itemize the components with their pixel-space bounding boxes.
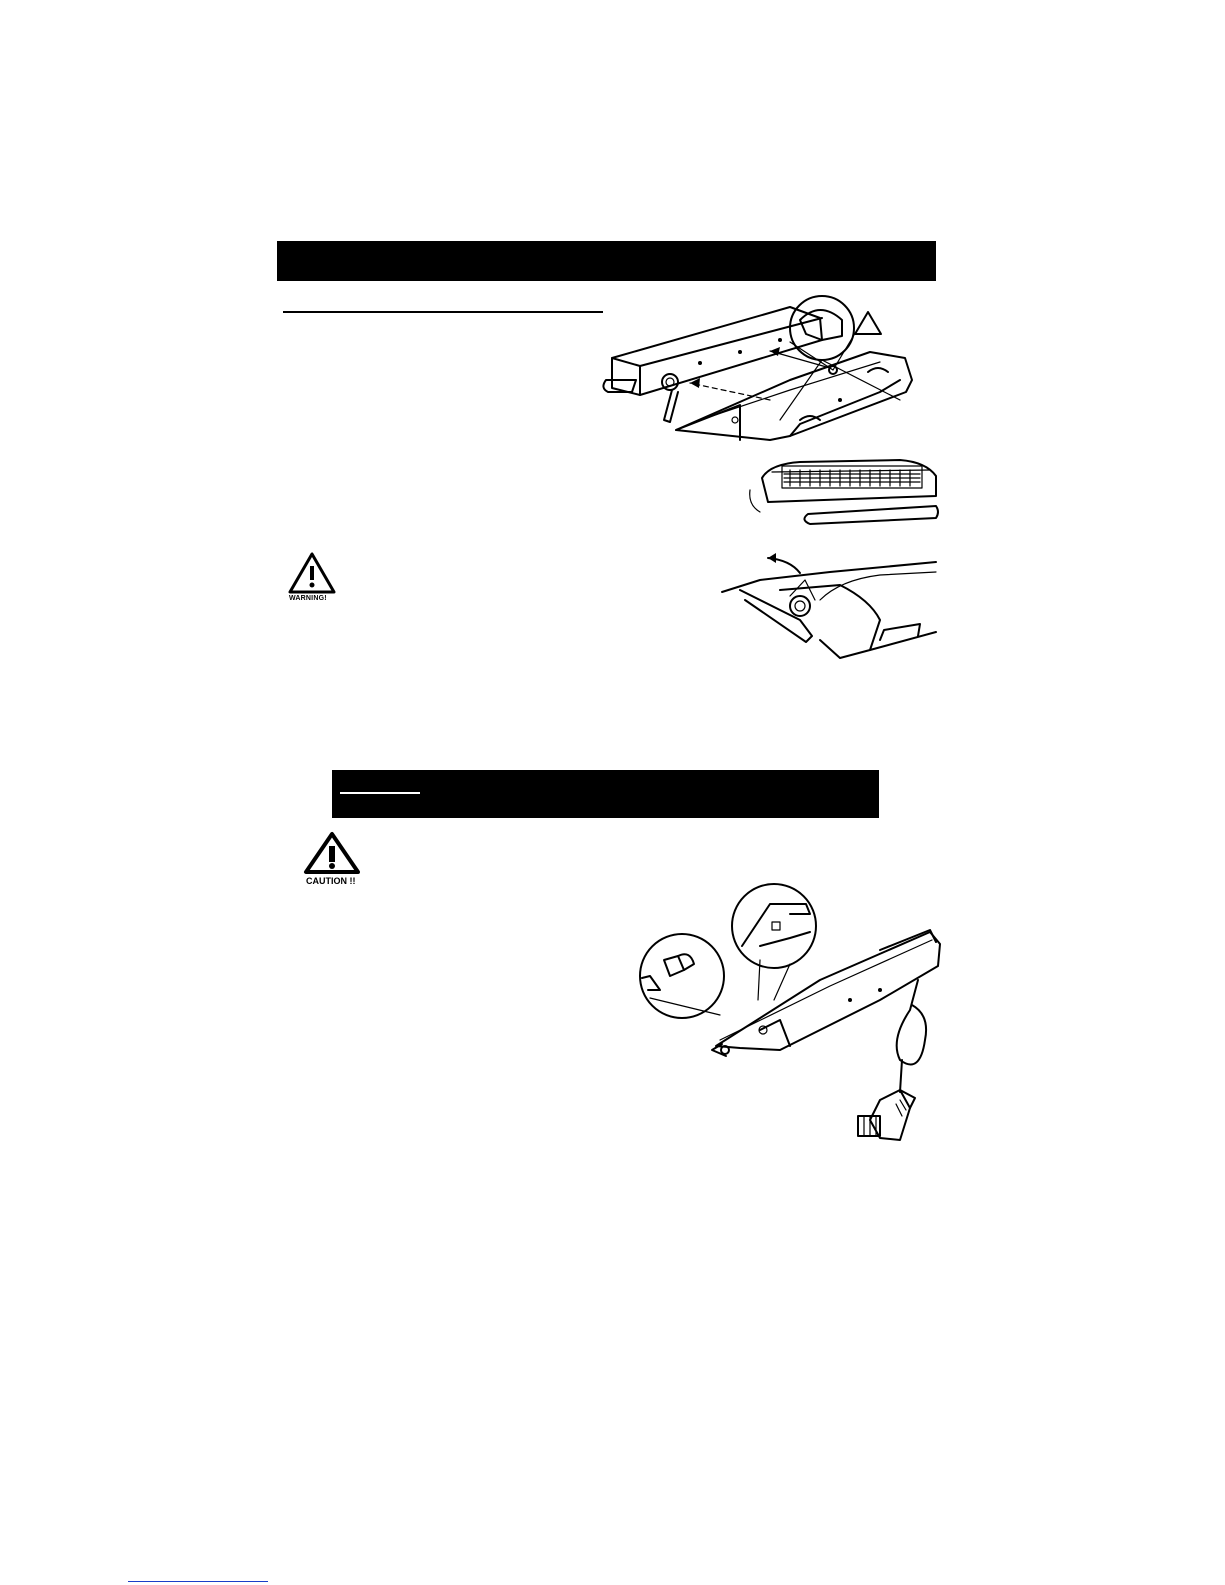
warning-label: WARNING! [289, 595, 327, 602]
caution-label: CAUTION !! [306, 876, 356, 886]
footnote-rule [128, 1581, 268, 1582]
